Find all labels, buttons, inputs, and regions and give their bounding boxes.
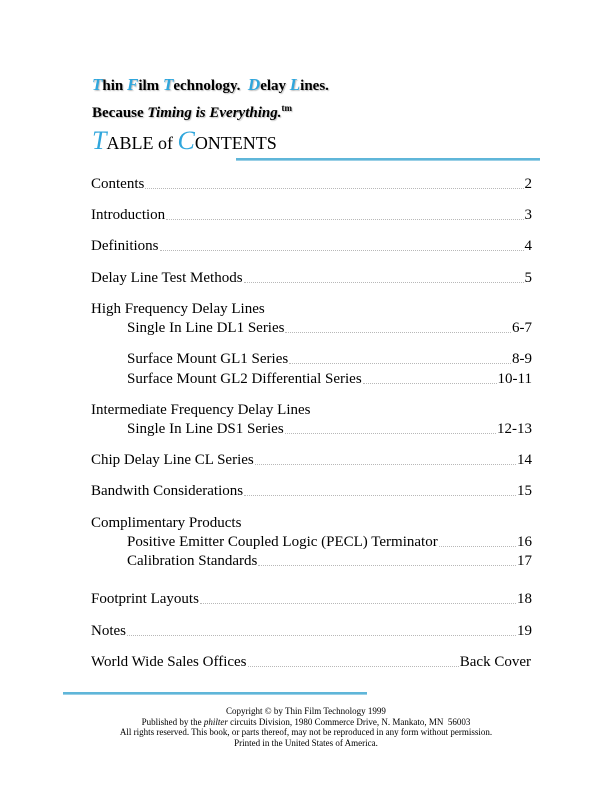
title-rule: [236, 158, 540, 160]
dot-leader: [145, 188, 523, 189]
toc-entry-title: Single In Line DS1 Series: [127, 421, 284, 437]
toc-entry-title: Surface Mount GL2 Differential Series: [127, 371, 362, 387]
tagline-initial: D: [247, 75, 261, 94]
toc-section-intermediate-frequency: [91, 401, 532, 419]
copyright-line: Copyright © by Thin Film Technology 1999: [226, 706, 386, 716]
toc-entry-chip-delay-line[interactable]: [91, 451, 532, 469]
title-word: ONTENTS: [194, 133, 277, 153]
rights-line: All rights reserved. This book, or parts thereof, may not be reproduced in any form without permission.: [119, 727, 493, 737]
page-title: [92, 126, 277, 156]
toc-entry-page: Back Cover: [459, 654, 531, 670]
title-initial: C: [177, 126, 195, 155]
title-of: of: [153, 133, 178, 153]
dot-leader: [244, 495, 516, 496]
publisher-line: [0, 717, 612, 728]
toc-entry-page: 14: [517, 452, 532, 468]
publisher-brand: philter: [203, 716, 228, 727]
toc-section-title: High Frequency Delay Lines: [91, 301, 265, 317]
toc-entry-gl1[interactable]: [91, 350, 532, 368]
toc-entry-page: 5: [524, 270, 532, 286]
tagline-word: ines.: [300, 78, 329, 94]
dot-leader: [127, 635, 516, 636]
title-word: ABLE: [106, 133, 154, 153]
dot-leader: [289, 363, 511, 364]
toc-entry-page: 19: [517, 623, 532, 639]
toc-entry-page: 18: [517, 591, 532, 607]
toc-entry-title: Bandwith Considerations: [91, 483, 244, 499]
toc-entry-title: Delay Line Test Methods: [91, 270, 243, 286]
dot-leader: [248, 666, 459, 667]
toc-entry-page: 15: [517, 483, 532, 499]
dot-leader: [244, 282, 524, 283]
toc-entry-introduction[interactable]: [91, 206, 532, 224]
dot-leader: [363, 383, 497, 384]
dot-leader: [285, 433, 496, 434]
toc-entry-title: Introduction: [91, 207, 166, 223]
tagline: [92, 74, 329, 124]
toc-section-title: Complimentary Products: [91, 515, 242, 531]
tagline-initial: F: [127, 75, 139, 94]
toc-entry-pecl[interactable]: [91, 533, 532, 551]
dot-leader: [439, 546, 516, 547]
tagline-initial: T: [162, 75, 174, 94]
toc-entry-sales-offices[interactable]: [91, 653, 531, 671]
tagline-emphasis: Timing is Everything.: [147, 105, 282, 121]
copyright-footer: [0, 706, 612, 748]
toc-entry-title: World Wide Sales Offices: [91, 654, 247, 670]
toc-entry-contents[interactable]: [91, 175, 532, 193]
toc-entry-title: Definitions: [91, 238, 159, 254]
toc-entry-definitions[interactable]: [91, 237, 532, 255]
toc-entry-page: 4: [524, 238, 532, 254]
toc-entry-footprint[interactable]: [91, 590, 532, 608]
toc-entry-ds1[interactable]: [91, 420, 532, 438]
toc-entry-page: 16: [517, 534, 532, 550]
toc-entry-title: Chip Delay Line CL Series: [91, 452, 254, 468]
toc-entry-notes[interactable]: [91, 622, 532, 640]
tagline-word: ilm: [138, 78, 163, 94]
tagline-prefix: Because: [92, 105, 148, 121]
toc-entry-bandwidth[interactable]: [91, 482, 532, 500]
publisher-prefix: Published by the: [141, 716, 204, 727]
toc-entry-page: 6-7: [512, 320, 532, 336]
title-initial: T: [92, 126, 107, 155]
dot-leader: [200, 603, 516, 604]
toc-entry-page: 3: [524, 207, 532, 223]
dot-leader: [258, 565, 516, 566]
toc-entry-title: Positive Emitter Coupled Logic (PECL) Terminator: [127, 534, 438, 550]
tagline-line-2: [92, 97, 329, 124]
toc-entry-page: 2: [524, 176, 532, 192]
toc-entry-page: 8-9: [512, 351, 532, 367]
toc-entry-title: Single In Line DL1 Series: [127, 320, 285, 336]
toc-entry-page: 10-11: [497, 371, 532, 387]
toc-section-high-frequency: [91, 300, 532, 318]
tagline-word: hin: [102, 78, 127, 94]
toc-entry-test-methods[interactable]: [91, 269, 532, 287]
tagline-word: elay: [260, 78, 290, 94]
tagline-initial: T: [92, 75, 103, 94]
toc-entry-title: Footprint Layouts: [91, 591, 199, 607]
publisher-suffix: circuits Division, 1980 Commerce Drive, N. Mankato, MN 56003: [227, 716, 471, 727]
footer-rule: [63, 692, 367, 694]
toc-entry-gl2[interactable]: [91, 370, 532, 388]
trademark-mark: tm: [281, 103, 292, 113]
toc-entry-title: Surface Mount GL1 Series: [127, 351, 289, 367]
toc-entry-title: Contents: [91, 176, 145, 192]
dot-leader: [285, 332, 511, 333]
toc-section-complimentary-products: [91, 514, 532, 532]
toc-entry-page: 12-13: [497, 421, 532, 437]
tagline-word: echnology.: [173, 78, 248, 94]
toc-section-title: Intermediate Frequency Delay Lines: [91, 402, 311, 418]
toc-entry-calibration[interactable]: [91, 552, 532, 570]
dot-leader: [160, 250, 524, 251]
toc-entry-title: Notes: [91, 623, 126, 639]
printed-line: Printed in the United States of America.: [234, 737, 378, 748]
dot-leader: [166, 219, 523, 220]
tagline-initial: L: [289, 75, 301, 94]
tagline-line-1: [92, 74, 329, 97]
toc-entry-dl1[interactable]: [91, 319, 532, 337]
toc-entry-page: 17: [517, 553, 532, 569]
dot-leader: [255, 464, 516, 465]
toc-entry-title: Calibration Standards: [127, 553, 258, 569]
